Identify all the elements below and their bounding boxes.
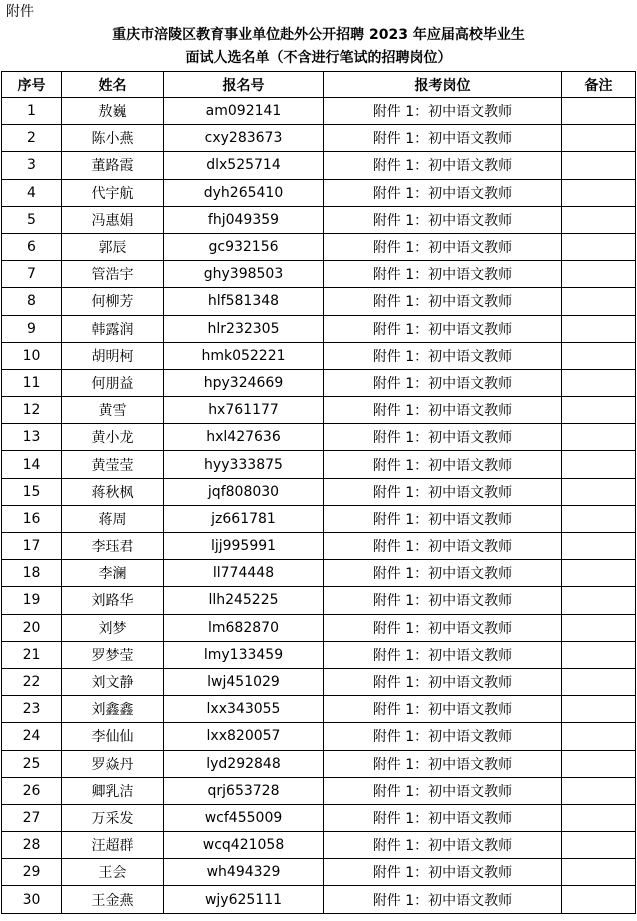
table-row xyxy=(2,397,636,424)
cell-applied-position: 附件 1：初中语文教师 xyxy=(324,369,562,396)
cell-applied-position: 附件 1：初中语文教师 xyxy=(324,587,562,614)
cell-applied-position: 附件 1：初中语文教师 xyxy=(324,288,562,315)
cell-remarks xyxy=(562,859,636,886)
cell-registration-number: wjy625111 xyxy=(164,886,324,913)
table-row xyxy=(2,152,636,179)
cell-registration-number: gc932156 xyxy=(164,233,324,260)
cell-serial-number: 10 xyxy=(2,342,62,369)
cell-registration-number: ghy398503 xyxy=(164,261,324,288)
cell-applied-position: 附件 1：初中语文教师 xyxy=(324,125,562,152)
cell-applied-position: 附件 1：初中语文教师 xyxy=(324,478,562,505)
cell-remarks xyxy=(562,98,636,125)
table-row xyxy=(2,668,636,695)
cell-remarks xyxy=(562,125,636,152)
cell-serial-number: 3 xyxy=(2,152,62,179)
cell-serial-number: 5 xyxy=(2,206,62,233)
cell-remarks xyxy=(562,560,636,587)
table-row xyxy=(2,342,636,369)
cell-name: 冯惠娟 xyxy=(62,206,164,233)
cell-applied-position: 附件 1：初中语文教师 xyxy=(324,641,562,668)
cell-name: 郭辰 xyxy=(62,233,164,260)
cell-serial-number: 4 xyxy=(2,179,62,206)
table-row xyxy=(2,777,636,804)
cell-registration-number: am092141 xyxy=(164,98,324,125)
cell-applied-position: 附件 1：初中语文教师 xyxy=(324,560,562,587)
table-row xyxy=(2,750,636,777)
table-row xyxy=(2,261,636,288)
cell-registration-number: wcq421058 xyxy=(164,832,324,859)
cell-serial-number: 28 xyxy=(2,832,62,859)
cell-name: 李澜 xyxy=(62,560,164,587)
cell-serial-number: 2 xyxy=(2,125,62,152)
table-row xyxy=(2,179,636,206)
cell-name: 刘梦 xyxy=(62,614,164,641)
cell-applied-position: 附件 1：初中语文教师 xyxy=(324,315,562,342)
cell-name: 刘文静 xyxy=(62,668,164,695)
cell-applied-position: 附件 1：初中语文教师 xyxy=(324,777,562,804)
table-row xyxy=(2,98,636,125)
cell-remarks xyxy=(562,696,636,723)
table-body xyxy=(2,98,636,914)
cell-name: 罗梦莹 xyxy=(62,641,164,668)
cell-remarks xyxy=(562,478,636,505)
cell-remarks xyxy=(562,288,636,315)
table-row xyxy=(2,696,636,723)
cell-registration-number: hpy324669 xyxy=(164,369,324,396)
cell-serial-number: 9 xyxy=(2,315,62,342)
cell-remarks xyxy=(562,886,636,913)
cell-serial-number: 14 xyxy=(2,451,62,478)
cell-name: 汪超群 xyxy=(62,832,164,859)
cell-name: 何朋益 xyxy=(62,369,164,396)
header-serial-number: 序号 xyxy=(2,72,62,98)
cell-serial-number: 24 xyxy=(2,723,62,750)
cell-remarks xyxy=(562,723,636,750)
cell-serial-number: 19 xyxy=(2,587,62,614)
cell-remarks xyxy=(562,424,636,451)
cell-registration-number: lm682870 xyxy=(164,614,324,641)
cell-serial-number: 6 xyxy=(2,233,62,260)
cell-remarks xyxy=(562,152,636,179)
cell-applied-position: 附件 1：初中语文教师 xyxy=(324,723,562,750)
cell-serial-number: 21 xyxy=(2,641,62,668)
cell-name: 代宇航 xyxy=(62,179,164,206)
candidate-table xyxy=(1,71,636,914)
cell-registration-number: fhj049359 xyxy=(164,206,324,233)
cell-registration-number: cxy283673 xyxy=(164,125,324,152)
cell-name: 陈小燕 xyxy=(62,125,164,152)
table-row xyxy=(2,859,636,886)
cell-serial-number: 17 xyxy=(2,533,62,560)
cell-remarks xyxy=(562,587,636,614)
cell-serial-number: 15 xyxy=(2,478,62,505)
cell-remarks xyxy=(562,533,636,560)
cell-registration-number: lwj451029 xyxy=(164,668,324,695)
cell-remarks xyxy=(562,641,636,668)
cell-applied-position: 附件 1：初中语文教师 xyxy=(324,424,562,451)
cell-serial-number: 26 xyxy=(2,777,62,804)
cell-name: 万采发 xyxy=(62,804,164,831)
cell-serial-number: 20 xyxy=(2,614,62,641)
cell-name: 黄小龙 xyxy=(62,424,164,451)
table-row xyxy=(2,804,636,831)
table-row xyxy=(2,832,636,859)
cell-name: 董路霞 xyxy=(62,152,164,179)
table-row xyxy=(2,451,636,478)
cell-applied-position: 附件 1：初中语文教师 xyxy=(324,859,562,886)
cell-serial-number: 1 xyxy=(2,98,62,125)
cell-remarks xyxy=(562,777,636,804)
cell-applied-position: 附件 1：初中语文教师 xyxy=(324,206,562,233)
cell-remarks xyxy=(562,397,636,424)
cell-registration-number: wh494329 xyxy=(164,859,324,886)
table-row xyxy=(2,478,636,505)
cell-registration-number: llh245225 xyxy=(164,587,324,614)
table-row xyxy=(2,886,636,913)
cell-applied-position: 附件 1：初中语文教师 xyxy=(324,98,562,125)
cell-applied-position: 附件 1：初中语文教师 xyxy=(324,397,562,424)
cell-registration-number: lxx820057 xyxy=(164,723,324,750)
cell-registration-number: ljj995991 xyxy=(164,533,324,560)
header-registration-number: 报名号 xyxy=(164,72,324,98)
cell-name: 卿乳洁 xyxy=(62,777,164,804)
cell-name: 李仙仙 xyxy=(62,723,164,750)
table-row xyxy=(2,614,636,641)
cell-applied-position: 附件 1：初中语文教师 xyxy=(324,614,562,641)
cell-applied-position: 附件 1：初中语文教师 xyxy=(324,261,562,288)
cell-registration-number: ll774448 xyxy=(164,560,324,587)
cell-serial-number: 12 xyxy=(2,397,62,424)
cell-name: 黄莹莹 xyxy=(62,451,164,478)
table-row xyxy=(2,587,636,614)
cell-name: 王会 xyxy=(62,859,164,886)
cell-applied-position: 附件 1：初中语文教师 xyxy=(324,342,562,369)
cell-applied-position: 附件 1：初中语文教师 xyxy=(324,533,562,560)
cell-name: 韩露润 xyxy=(62,315,164,342)
cell-applied-position: 附件 1：初中语文教师 xyxy=(324,832,562,859)
table-row xyxy=(2,533,636,560)
cell-serial-number: 23 xyxy=(2,696,62,723)
cell-applied-position: 附件 1：初中语文教师 xyxy=(324,505,562,532)
cell-name: 黄雪 xyxy=(62,397,164,424)
cell-registration-number: lmy133459 xyxy=(164,641,324,668)
cell-registration-number: hlf581348 xyxy=(164,288,324,315)
cell-registration-number: dlx525714 xyxy=(164,152,324,179)
cell-serial-number: 11 xyxy=(2,369,62,396)
table-row xyxy=(2,560,636,587)
document-title-line-2: 面试人选名单（不含进行笔试的招聘岗位） xyxy=(185,50,452,66)
cell-registration-number: jqf808030 xyxy=(164,478,324,505)
table-row xyxy=(2,505,636,532)
cell-name: 王金燕 xyxy=(62,886,164,913)
cell-name: 刘路华 xyxy=(62,587,164,614)
cell-serial-number: 27 xyxy=(2,804,62,831)
table-header-row xyxy=(2,72,636,98)
cell-serial-number: 22 xyxy=(2,668,62,695)
cell-serial-number: 30 xyxy=(2,886,62,913)
cell-registration-number: hyy333875 xyxy=(164,451,324,478)
cell-remarks xyxy=(562,451,636,478)
cell-applied-position: 附件 1：初中语文教师 xyxy=(324,152,562,179)
cell-serial-number: 29 xyxy=(2,859,62,886)
cell-registration-number: qrj653728 xyxy=(164,777,324,804)
cell-registration-number: hxl427636 xyxy=(164,424,324,451)
table-row xyxy=(2,424,636,451)
table-row xyxy=(2,233,636,260)
header-remarks: 备注 xyxy=(562,72,636,98)
header-name: 姓名 xyxy=(62,72,164,98)
cell-name: 胡明柯 xyxy=(62,342,164,369)
cell-serial-number: 25 xyxy=(2,750,62,777)
cell-remarks xyxy=(562,315,636,342)
cell-applied-position: 附件 1：初中语文教师 xyxy=(324,886,562,913)
cell-applied-position: 附件 1：初中语文教师 xyxy=(324,750,562,777)
table-row xyxy=(2,125,636,152)
cell-remarks xyxy=(562,342,636,369)
cell-remarks xyxy=(562,614,636,641)
cell-registration-number: dyh265410 xyxy=(164,179,324,206)
table-row xyxy=(2,206,636,233)
cell-remarks xyxy=(562,233,636,260)
table-row xyxy=(2,288,636,315)
cell-name: 敖巍 xyxy=(62,98,164,125)
table-row xyxy=(2,641,636,668)
cell-remarks xyxy=(562,179,636,206)
cell-name: 蒋秋枫 xyxy=(62,478,164,505)
cell-name: 罗焱丹 xyxy=(62,750,164,777)
table-row xyxy=(2,315,636,342)
cell-serial-number: 8 xyxy=(2,288,62,315)
cell-remarks xyxy=(562,750,636,777)
cell-applied-position: 附件 1：初中语文教师 xyxy=(324,179,562,206)
cell-name: 刘鑫鑫 xyxy=(62,696,164,723)
cell-remarks xyxy=(562,668,636,695)
cell-serial-number: 16 xyxy=(2,505,62,532)
cell-registration-number: lxx343055 xyxy=(164,696,324,723)
cell-remarks xyxy=(562,206,636,233)
cell-applied-position: 附件 1：初中语文教师 xyxy=(324,451,562,478)
cell-registration-number: hmk052221 xyxy=(164,342,324,369)
cell-name: 李珏君 xyxy=(62,533,164,560)
cell-serial-number: 18 xyxy=(2,560,62,587)
cell-registration-number: hlr232305 xyxy=(164,315,324,342)
cell-applied-position: 附件 1：初中语文教师 xyxy=(324,804,562,831)
cell-remarks xyxy=(562,261,636,288)
cell-remarks xyxy=(562,505,636,532)
attachment-label: 附件 xyxy=(6,4,34,20)
table-row xyxy=(2,723,636,750)
cell-serial-number: 13 xyxy=(2,424,62,451)
cell-remarks xyxy=(562,369,636,396)
table-row xyxy=(2,369,636,396)
cell-name: 管浩宇 xyxy=(62,261,164,288)
document-title-line-1: 重庆市涪陵区教育事业单位赴外公开招聘 2023 年应届高校毕业生 xyxy=(112,27,525,43)
cell-name: 何柳芳 xyxy=(62,288,164,315)
cell-registration-number: jz661781 xyxy=(164,505,324,532)
cell-applied-position: 附件 1：初中语文教师 xyxy=(324,233,562,260)
cell-serial-number: 7 xyxy=(2,261,62,288)
cell-registration-number: hx761177 xyxy=(164,397,324,424)
cell-registration-number: lyd292848 xyxy=(164,750,324,777)
cell-name: 蒋周 xyxy=(62,505,164,532)
cell-remarks xyxy=(562,832,636,859)
header-applied-position: 报考岗位 xyxy=(324,72,562,98)
cell-remarks xyxy=(562,804,636,831)
cell-applied-position: 附件 1：初中语文教师 xyxy=(324,696,562,723)
cell-registration-number: wcf455009 xyxy=(164,804,324,831)
cell-applied-position: 附件 1：初中语文教师 xyxy=(324,668,562,695)
